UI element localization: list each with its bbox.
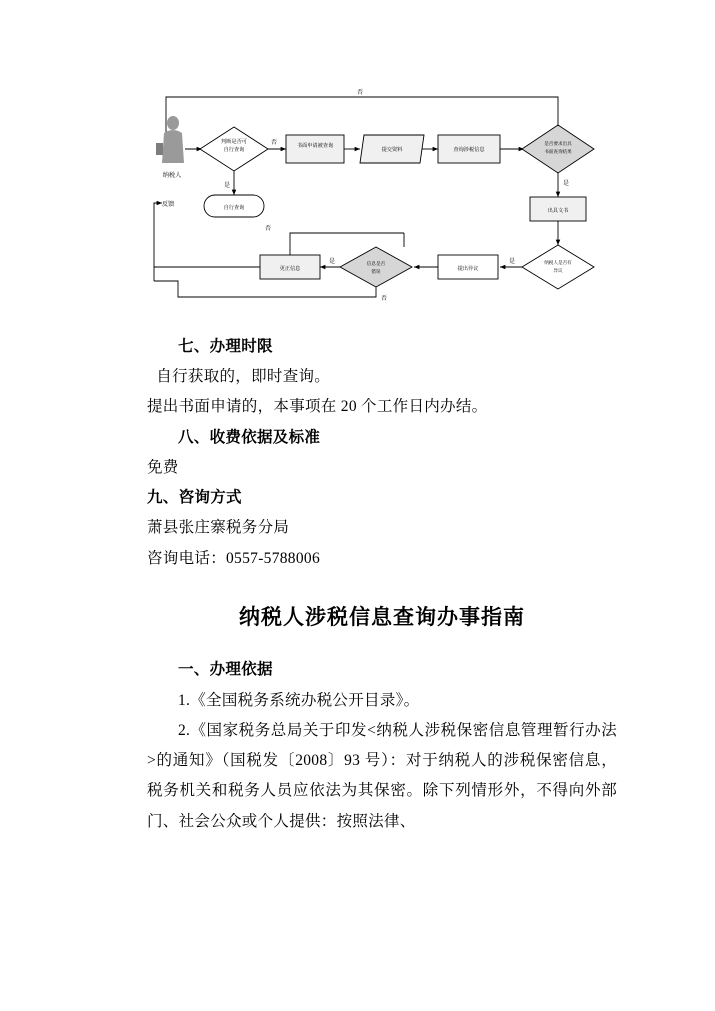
flowchart bbox=[148, 85, 618, 310]
svg-text:出具文书: 出具文书 bbox=[547, 208, 569, 214]
svg-text:否: 否 bbox=[380, 296, 388, 302]
svg-text:是: 是 bbox=[223, 183, 231, 189]
section-8-title: 八、收费依据及标准 bbox=[178, 428, 321, 446]
node-self-query bbox=[204, 195, 264, 217]
svg-text:是: 是 bbox=[328, 259, 336, 265]
svg-text:是: 是 bbox=[508, 259, 516, 265]
svg-text:否: 否 bbox=[264, 226, 272, 232]
page-title: 纳税人涉税信息查询办事指南 bbox=[239, 604, 525, 629]
node-submit bbox=[360, 135, 424, 163]
svg-text:否: 否 bbox=[356, 90, 364, 96]
node-judge bbox=[200, 127, 268, 171]
node-raise-objection bbox=[438, 255, 498, 279]
node-query-info bbox=[438, 135, 500, 163]
svg-text:书面申请被查询: 书面申请被查询 bbox=[296, 143, 334, 149]
svg-text:信息是否: 信息是否 bbox=[366, 261, 386, 266]
svg-text:提出异议: 提出异议 bbox=[457, 266, 479, 272]
svg-text:纳税人是否有: 纳税人是否有 bbox=[544, 260, 572, 265]
taxpayer-figure bbox=[156, 116, 184, 163]
section-1-item-2: 2.《国家税务总局关于印发<纳税人涉税保密信息管理暂行办法>的通知》（国税发〔2008〕93 号）：对于纳税人的涉税保密信息，税务机关和税务人员应依法为其保密。除下列情形外，不得向外部门、社会公众或个人提供：按照法律、 bbox=[147, 721, 617, 830]
node-correct-info bbox=[260, 255, 320, 279]
section-9-title: 九、咨询方式 bbox=[147, 489, 242, 507]
svg-text:提交资料: 提交资料 bbox=[381, 147, 403, 153]
svg-text:反馈: 反馈 bbox=[161, 201, 175, 208]
svg-text:自行查询: 自行查询 bbox=[223, 147, 245, 153]
svg-text:异议: 异议 bbox=[553, 268, 563, 273]
section-7-line-1: 自行获取的，即时查询。 bbox=[156, 368, 331, 386]
section-7-line-2: 提出书面申请的，本事项在 20 个工作日内办结。 bbox=[147, 398, 488, 416]
svg-text:自行查询: 自行查询 bbox=[223, 205, 245, 211]
svg-text:否: 否 bbox=[270, 140, 278, 146]
section-9-line-1: 萧县张庄寨税务分局 bbox=[147, 519, 290, 537]
section-1-title: 一、办理依据 bbox=[178, 661, 273, 679]
svg-text:判断是否可: 判断是否可 bbox=[221, 139, 247, 145]
svg-text:是: 是 bbox=[562, 181, 570, 187]
section-8-line-1: 免费 bbox=[147, 458, 179, 476]
svg-text:查询涉税信息: 查询涉税信息 bbox=[453, 147, 485, 153]
node-written-apply bbox=[286, 135, 344, 163]
svg-text:是否要求出具: 是否要求出具 bbox=[544, 141, 572, 146]
section-1-item-1: 1.《全国税务系统办税公开目录》。 bbox=[178, 691, 420, 709]
node-is-wrong bbox=[340, 247, 412, 287]
svg-text:书面查询结果: 书面查询结果 bbox=[544, 149, 572, 154]
svg-text:纳税人: 纳税人 bbox=[162, 172, 182, 179]
svg-text:错误: 错误 bbox=[371, 269, 381, 274]
document-body bbox=[147, 332, 617, 837]
section-7-title: 七、办理时限 bbox=[178, 338, 273, 355]
node-issue-doc bbox=[530, 197, 586, 221]
svg-text:更正信息: 更正信息 bbox=[279, 266, 301, 272]
node-has-objection bbox=[522, 245, 594, 289]
node-need-written bbox=[522, 125, 594, 173]
section-9-line-2: 咨询电话：0557-5788006 bbox=[147, 549, 321, 567]
